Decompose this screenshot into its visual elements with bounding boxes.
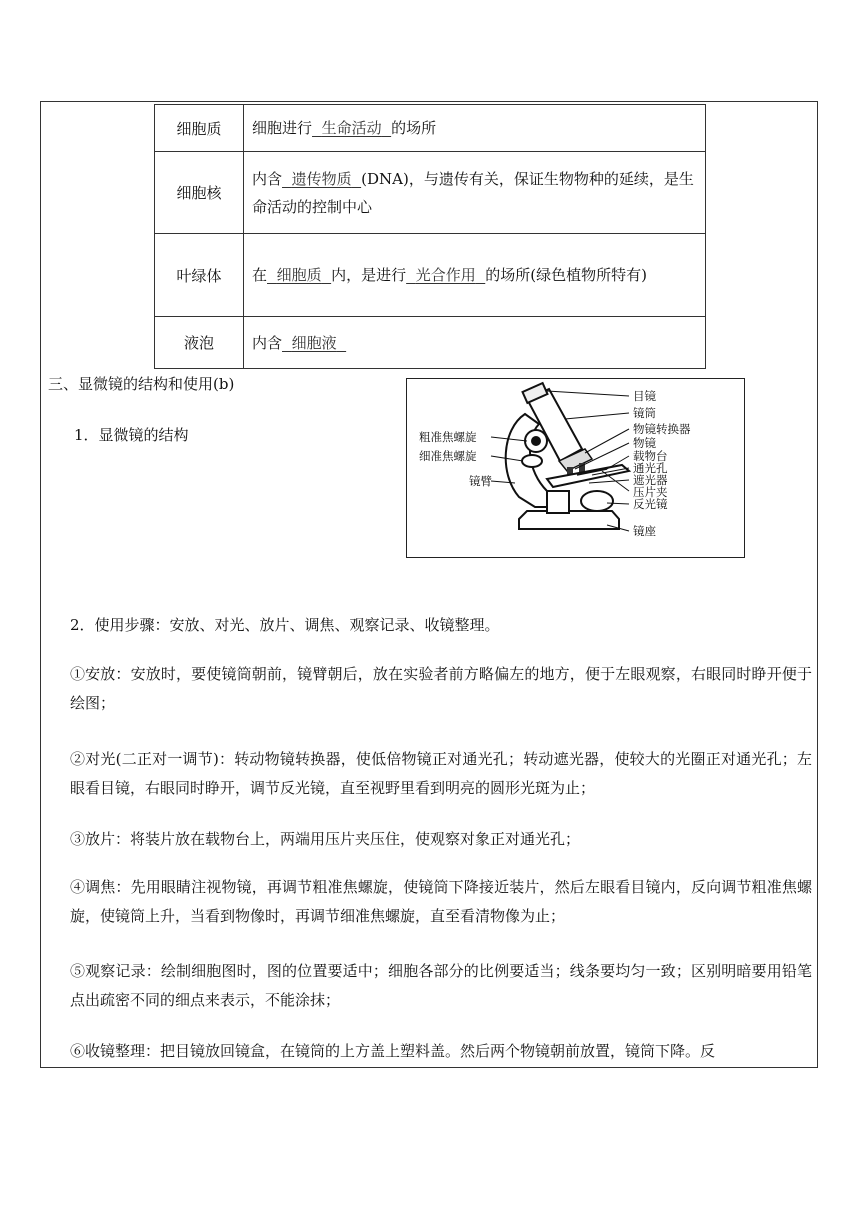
- microscope-figure: [406, 378, 745, 558]
- label-diaphragm: 遮光器: [633, 473, 668, 487]
- row-name: 叶绿体: [155, 234, 244, 317]
- blank-answer: 生命活动: [321, 119, 382, 137]
- label-objective: 物镜: [633, 436, 656, 450]
- step-4: ④调焦：先用眼睛注视物镜，再调节粗准焦螺旋，使镜筒下降接近装片，然后左眼看目镜内，反向调节粗准焦螺旋，使镜筒上升，当看到物像时，再调节细准焦螺旋，直至看清物像为止；: [70, 878, 812, 925]
- subsection-title: 1．显微镜的结构: [74, 426, 189, 444]
- label-coarse-knob: 粗准焦螺旋: [419, 430, 477, 444]
- table-row: [155, 317, 706, 369]
- blank-answer: 遗传物质: [291, 169, 352, 188]
- cell-structure-table: [154, 104, 706, 369]
- coarse-knob-center: [531, 436, 541, 446]
- label-aperture: 通光孔: [633, 461, 668, 475]
- step-5: ⑤观察记录：绘制细胞图时，图的位置要适中；细胞各部分的比例要适当；线条要均匀一致；区别明暗要用铅笔点出疏密不同的细点来表示，不能涂抹；: [70, 962, 812, 1009]
- label-nosepiece: 物镜转换器: [633, 422, 691, 436]
- label-arm: 镜臂: [469, 474, 492, 488]
- label-mirror: 反光镜: [633, 497, 668, 511]
- step-1: ①安放：安放时，要使镜筒朝前，镜臂朝后，放在实验者前方略偏左的地方，便于左眼观察，右眼同时睁开便于绘图；: [70, 665, 812, 712]
- table-row: [155, 105, 706, 152]
- section-title: 三、显微镜的结构和使用(b): [48, 375, 235, 393]
- label-eyepiece: 目镜: [633, 389, 656, 403]
- fine-knob-shape: [522, 455, 542, 467]
- label-tube: 镜筒: [633, 406, 656, 420]
- steps-intro: 2．使用步骤：安放、对光、放片、调焦、观察记录、收镜整理。: [70, 616, 500, 634]
- microscope-diagram: [407, 379, 743, 556]
- row-desc: 细胞进行 生命活动 的场所: [244, 105, 706, 152]
- label-clip: 压片夹: [633, 485, 668, 499]
- step-3: ③放片：将装片放在载物台上，两端用压片夹压住，使观察对象正对通光孔；: [70, 830, 581, 848]
- row-desc: 内含 遗传物质 (DNA)，与遗传有关，保证生物物种的延续，是生命活动的控制中心: [244, 152, 706, 234]
- table-row: [155, 234, 706, 317]
- blank-answer: 细胞质: [276, 266, 322, 284]
- label-stage: 载物台: [633, 449, 668, 463]
- row-desc: 内含 细胞液: [244, 317, 706, 369]
- label-fine-knob: 细准焦螺旋: [419, 449, 477, 463]
- row-desc: 在 细胞质 内，是进行 光合作用 的场所(绿色植物所特有): [244, 234, 706, 317]
- mirror-shape: [581, 491, 613, 511]
- row-name: 细胞质: [155, 105, 244, 152]
- table-row: [155, 152, 706, 234]
- step-6: ⑥收镜整理：把目镜放回镜盒，在镜筒的上方盖上塑料盖。然后两个物镜朝前放置，镜筒下降。反: [70, 1042, 716, 1060]
- blank-answer: 光合作用: [415, 266, 476, 284]
- label-base: 镜座: [633, 524, 656, 538]
- row-name: 细胞核: [155, 152, 244, 234]
- row-name: 液泡: [155, 317, 244, 369]
- pillar-shape: [547, 491, 569, 513]
- step-2: ②对光(二正对一调节)：转动物镜转换器，使低倍物镜正对通光孔；转动遮光器，使较大的光圈正对通光孔；左眼看目镜，右眼同时睁开，调节反光镜，直至视野里看到明亮的圆形光斑为止；: [70, 750, 812, 797]
- stage-shape: [547, 465, 629, 487]
- blank-answer: 细胞液: [291, 333, 337, 352]
